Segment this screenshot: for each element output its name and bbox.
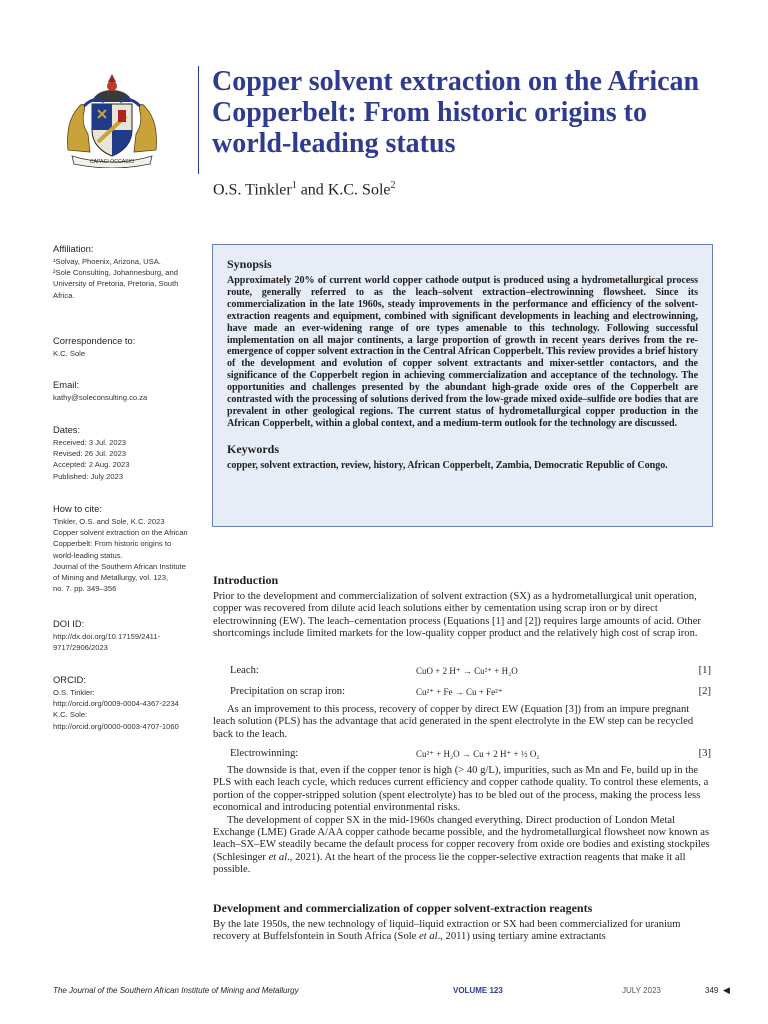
crest-motto: CAPACI OCCASIO: [89, 159, 135, 165]
footer-date: JULY 2023: [622, 986, 661, 995]
section-2-p1-part-b: ., 2011) using tertiary amine extractants: [437, 931, 606, 943]
keywords-heading: Keywords: [227, 441, 279, 456]
section-2-paragraph: [213, 919, 711, 944]
page-footer: [53, 985, 733, 999]
equation-2-number: [2]: [698, 686, 711, 697]
correspondence-label: Correspondence to:: [53, 335, 136, 346]
doi-label: DOI ID:: [53, 618, 85, 629]
equation-3-formula: Cu²⁺ + H₂O → Cu + 2 H⁺ + ½ O₂: [416, 749, 540, 759]
dates-block: [53, 424, 188, 482]
email-text[interactable]: kathy@soleconsulting.co.za: [53, 393, 148, 402]
author-2: K.C. Sole: [327, 181, 391, 199]
dates-label: Dates:: [53, 424, 81, 435]
equation-3-label: Electrowinning:: [230, 748, 299, 759]
intro-p2: As an improvement to this process, recovery of copper by direct EW (Equation [3]) from an impure pregnant leach solution (PLS) has the advantage that acid generated in the spent electrolyte in the EW step can be recycled back to the leach.: [213, 704, 694, 740]
email-block: [53, 379, 188, 403]
equation-2: [230, 686, 711, 700]
equation-2-formula: Cu²⁺ + Fe → Cu + Fe²⁺: [416, 687, 503, 697]
synopsis-box: [212, 244, 713, 527]
author-2-sup: 2: [390, 180, 396, 191]
intro-p4-part-a: The development of copper SX in the mid-1960s changed everything. Direct production of London Metal Exchange (LME) Grade A/AA copper cathode became possible, and the hydrometallurgical flowsheet now known as leach–SX–EW steadily became the default process for copper recovery from oxide ore bodies and existing stockpiles (Schlesinger: [213, 814, 710, 863]
equation-1-number: [1]: [698, 665, 711, 676]
affiliation-text: ¹Solvay, Phoenix, Arizona, USA. ²Sole Consulting, Johannesburg, and University of Pretoria, Pretoria, South Africa.: [53, 257, 179, 300]
author-1-sup: 1: [291, 180, 297, 191]
cite-label: How to cite:: [53, 503, 102, 514]
section-2-p1: [213, 919, 711, 944]
footer-page-number: 349: [705, 986, 719, 995]
affiliation-block: [53, 243, 188, 301]
cite-text: Tinkler, O.S. and Sole, K.C. 2023 Copper solvent extraction on the African Copperbelt: From historic origins to world-leading status. Journal of the Southern African Institute of Mining and Metallurgy, vol. 123, no. 7. pp. 349–356: [53, 517, 188, 594]
equation-2-label: Precipitation on scrap iron:: [230, 686, 346, 697]
synopsis-heading: Synopsis: [227, 257, 272, 271]
email-label: Email:: [53, 379, 80, 390]
equation-3: [230, 748, 711, 762]
author-1: O.S. Tinkler: [213, 181, 292, 199]
correspondence-block: [53, 335, 188, 359]
section-2-heading: Development and commercialization of copper solvent-extraction reagents: [213, 901, 593, 915]
orcid-block: [53, 674, 188, 732]
intro-paragraph-1: [213, 591, 711, 641]
affiliation-label: Affiliation:: [53, 243, 94, 254]
author-joiner: and: [296, 181, 328, 199]
equation-1-label: Leach:: [230, 665, 259, 676]
saimm-crest-logo: [62, 72, 162, 168]
authors: [213, 180, 395, 199]
footer-volume: VOLUME 123: [453, 986, 503, 995]
equation-1-formula: CuO + 2 H⁺ → Cu²⁺ + H₂O: [416, 666, 518, 676]
equation-1: [230, 665, 711, 679]
orcid-label: ORCID:: [53, 674, 86, 685]
section-2-p1-etal: et al: [419, 931, 438, 943]
intro-p4: [213, 815, 711, 877]
footer-journal-name: The Journal of the Southern African Institute of Mining and Metallurgy: [53, 986, 299, 995]
intro-p4-etal: et al: [268, 851, 288, 863]
intro-p4-part-b: ., 2021). At the heart of the process lie the copper-selective extraction reagents that make it all possible.: [213, 851, 686, 876]
doi-link[interactable]: http://dx.doi.org/10.17159/2411- 9717/2906/2023: [53, 632, 161, 653]
orcid-text[interactable]: O.S. Tinkler: http://orcid.org/0009-0004-4367-2234 K.C. Sole: http://orcid.org/0000-0003-4707-1060: [53, 688, 179, 731]
article-title: Copper solvent extraction on the African Copperbelt: From historic origins to world-leading status: [212, 66, 700, 159]
intro-p1: Prior to the development and commercialization of solvent extraction (SX) as a hydrometallurgical unit operation, copper was recovered from dilute acid leach solutions either by cementation using scrap iron or by direct electrowinning (EW). The leach–cementation process (Equations [1] and [2]) requires large amounts of acid. Other shortcomings include limited markets for the low-quality copper product and the relatively high cost of scrap iron.: [213, 591, 701, 640]
equation-3-number: [3]: [698, 748, 711, 759]
correspondence-text: K.C. Sole: [53, 349, 86, 358]
intro-paragraph-2: [213, 704, 711, 741]
keywords-text: copper, solvent extraction, review, history, African Copperbelt, Zambia, Democratic Republic of Congo.: [227, 459, 668, 471]
doi-block: [53, 618, 188, 653]
synopsis-text: Approximately 20% of current world copper cathode output is produced using a hydrometallurgical process route, generally referred to as the leach–solvent extraction–electrowinning flowsheet. Since its commercialization in the late 1960s, steady improvements in the performance and efficiency of the solvent-extraction reagents and equipment, combined with significant developments in leaching and electrowinning, have made an ever-widening range of ore types amenable to this technology. Following successful implementation on all major continents, a large proportion of growth in recent years derives from the re-emergence of copper solvent extraction in the Central African Copperbelt. This review provides a brief history of the development and evolution of copper solvent extractants and mixer-settler contactors, and the significance of the Copperbelt region in achieving commercialization and acceptance of the technology. The opportunities and challenges presented by the abundant high-grade oxide ores of the Copperbelt are contrasted with the processing of solutions derived from the low-grade mixed oxide–sulfide ore bodies that are prevalent in other geological regions. The current status of hydrometallurgical copper production in the African Copperbelt, within a global context, and a medium-term outlook for the technology are discussed.: [227, 275, 698, 429]
dates-text: Received: 3 Jul. 2023 Revised: 26 Jul. 2023 Accepted: 2 Aug. 2023 Published: July 2023: [53, 438, 130, 481]
intro-paragraph-3: [213, 765, 711, 877]
intro-p3: The downside is that, even if the copper tenor is high (> 40 g/L), impurities, such as Mn and Fe, build up in the PLS with each leach cycle, which reduces current efficiency and copper cathode quality. To control these elements, a portion of the copper-stripped solution (spent electrolyte) has to be bled out of the process, making the process less economical and introducing potential environmental risks.: [213, 765, 709, 814]
page-arrow-icon: ◀: [723, 985, 730, 995]
cite-block: [53, 503, 188, 594]
section-2-p1-part-a: By the late 1950s, the new technology of liquid–liquid extraction or SX had been commercialized for uranium recovery at Buffelsfontein in South Africa (Sole: [213, 919, 681, 943]
introduction-heading: Introduction: [213, 573, 279, 587]
title-rule: [198, 66, 199, 174]
